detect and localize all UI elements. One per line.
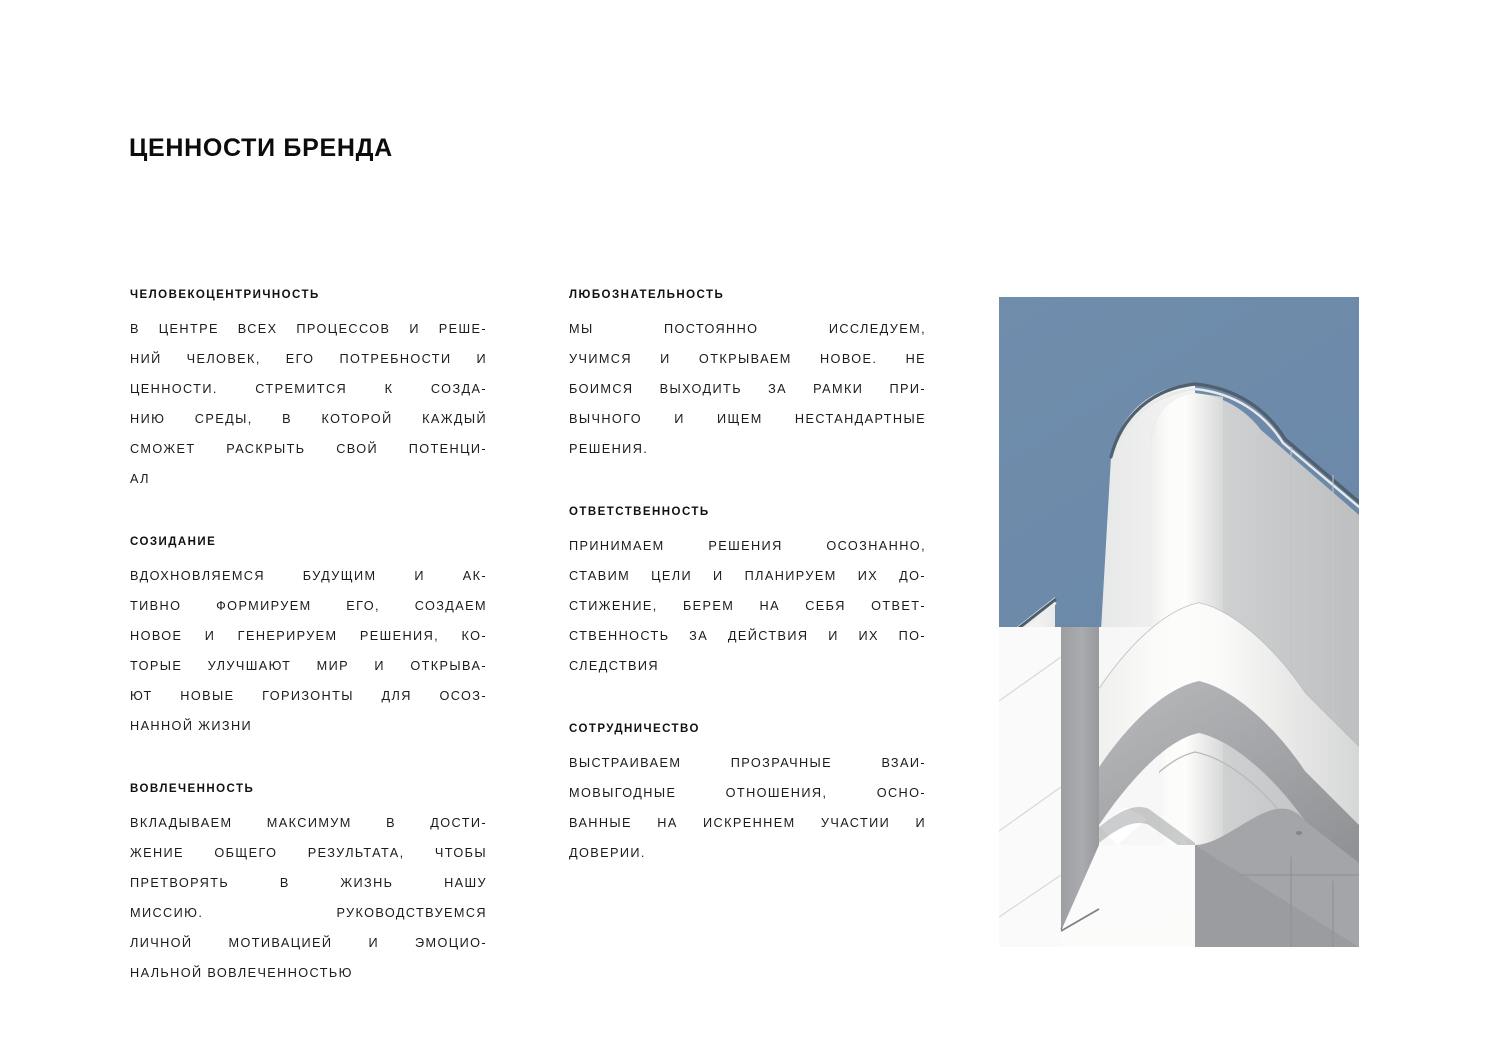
value-body: [130, 808, 487, 988]
value-line: УЧИМСЯ И ОТКРЫВАЕМ НОВОЕ. НЕ: [569, 352, 926, 366]
value-line: МОВЫГОДНЫЕ ОТНОШЕНИЯ, ОСНО-: [569, 786, 926, 800]
value-line: ВАННЫЕ НА ИСКРЕННЕМ УЧАСТИИ И: [569, 816, 926, 830]
value-line: ВЫЧНОГО И ИЩЕМ НЕСТАНДАРТНЫЕ: [569, 412, 926, 426]
value-line: ДОВЕРИИ.: [569, 846, 646, 860]
value-line: СМОЖЕТ РАСКРЫТЬ СВОЙ ПОТЕНЦИ-: [130, 442, 487, 456]
value-line: ВДОХНОВЛЯЕМСЯ БУДУЩИМ И АК-: [130, 569, 487, 583]
value-heading: СОЗИДАНИЕ: [130, 536, 217, 548]
value-line: ВЫСТРАИВАЕМ ПРОЗРАЧНЫЕ ВЗАИ-: [569, 756, 926, 770]
value-line: НИЮ СРЕДЫ, В КОТОРОЙ КАЖДЫЙ: [130, 412, 487, 426]
value-heading: СОТРУДНИЧЕСТВО: [569, 723, 700, 735]
value-line: НОВОЕ И ГЕНЕРИРУЕМ РЕШЕНИЯ, КО-: [130, 629, 487, 643]
page-title: ЦЕННОСТИ БРЕНДА: [129, 133, 393, 162]
value-line: МЫ ПОСТОЯННО ИССЛЕДУЕМ,: [569, 322, 926, 336]
value-line: РЕШЕНИЯ.: [569, 442, 649, 456]
value-heading: ВОВЛЕЧЕННОСТЬ: [130, 783, 255, 795]
value-line: ЖЕНИЕ ОБЩЕГО РЕЗУЛЬТАТА, ЧТОБЫ: [130, 846, 487, 860]
value-heading: ОТВЕТСТВЕННОСТЬ: [569, 506, 710, 518]
value-heading: ЧЕЛОВЕКОЦЕНТРИЧНОСТЬ: [130, 289, 320, 301]
value-body: [569, 531, 926, 681]
value-line: ТИВНО ФОРМИРУЕМ ЕГО, СОЗДАЕМ: [130, 599, 487, 613]
value-line: АЛ: [130, 472, 150, 486]
value-block-lyuboznatelnost: [569, 288, 926, 464]
value-line: МИССИЮ. РУКОВОДСТВУЕМСЯ: [130, 906, 487, 920]
value-line: СЛЕДСТВИЯ: [569, 659, 659, 673]
value-line: ЦЕННОСТИ. СТРЕМИТСЯ К СОЗДА-: [130, 382, 487, 396]
value-line: НАЛЬНОЙ ВОВЛЕЧЕННОСТЬЮ: [130, 966, 353, 980]
value-line: ПРИНИМАЕМ РЕШЕНИЯ ОСОЗНАННО,: [569, 539, 926, 553]
value-block-vovlechennost: [130, 782, 487, 988]
value-line: НАННОЙ ЖИЗНИ: [130, 719, 253, 733]
architecture-photo: [999, 297, 1359, 947]
value-body: [569, 748, 926, 868]
value-line: ПРЕТВОРЯТЬ В ЖИЗНЬ НАШУ: [130, 876, 487, 890]
value-line: СТАВИМ ЦЕЛИ И ПЛАНИРУЕМ ИХ ДО-: [569, 569, 926, 583]
architecture-photo-graphic: [999, 297, 1359, 947]
value-line: ВКЛАДЫВАЕМ МАКСИМУМ В ДОСТИ-: [130, 816, 487, 830]
value-line: ЮТ НОВЫЕ ГОРИЗОНТЫ ДЛЯ ОСОЗ-: [130, 689, 487, 703]
value-heading: ЛЮБОЗНАТЕЛЬНОСТЬ: [569, 289, 725, 301]
value-line: ТОРЫЕ УЛУЧШАЮТ МИР И ОТКРЫВА-: [130, 659, 487, 673]
value-line: БОИМСЯ ВЫХОДИТЬ ЗА РАМКИ ПРИ-: [569, 382, 926, 396]
value-body: [569, 314, 926, 464]
value-line: СТИЖЕНИЕ, БЕРЕМ НА СЕБЯ ОТВЕТ-: [569, 599, 926, 613]
value-block-otvetstvennost: [569, 505, 926, 681]
value-block-chelovekocentrichnost: [130, 288, 487, 494]
value-line: В ЦЕНТРЕ ВСЕХ ПРОЦЕССОВ И РЕШЕ-: [130, 322, 487, 336]
value-line: НИЙ ЧЕЛОВЕК, ЕГО ПОТРЕБНОСТИ И: [130, 352, 487, 366]
value-block-sozidanie: [130, 535, 487, 741]
value-body: [130, 561, 487, 741]
value-line: ЛИЧНОЙ МОТИВАЦИЕЙ И ЭМОЦИО-: [130, 936, 487, 950]
values-column-left: [130, 288, 487, 988]
value-body: [130, 314, 487, 494]
value-line: СТВЕННОСТЬ ЗА ДЕЙСТВИЯ И ИХ ПО-: [569, 629, 926, 643]
value-block-sotrudnichestvo: [569, 722, 926, 868]
values-column-right: [569, 288, 926, 868]
